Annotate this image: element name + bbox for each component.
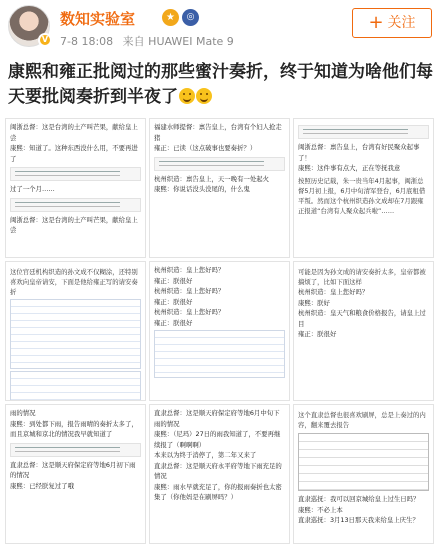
memorial-scan [10, 299, 141, 369]
scan-fragment [298, 125, 429, 139]
post-meta [60, 33, 240, 49]
memorial-scan [154, 330, 285, 378]
grid-image-8[interactable] [149, 404, 290, 544]
tile-line: 杭州织造：皇上您好吗？ [154, 266, 225, 274]
grid-image-5[interactable] [149, 261, 290, 401]
tile-line: 康熙：这件事有点大，正在等抚我意 [298, 164, 401, 172]
tile-line: 直隶总督：这是顺天府保定府等地6月中旬下雨的情况 [154, 409, 280, 428]
post-time: 7-8 18:08 [60, 35, 114, 48]
grin-emoji-icon [179, 88, 195, 104]
tile-line: 直隶巡抚：我可以回京城给皇上过生日吗？ [298, 495, 420, 503]
grin-emoji-icon [196, 88, 212, 104]
tile-line: 直隶总督：这是顺天府保定府等地6月初下雨的情况 [10, 460, 136, 479]
grid-image-9[interactable] [293, 404, 434, 544]
tile-line: 雨的情况 [10, 409, 36, 417]
post-header [0, 0, 440, 58]
tile-line: 杭州织造：皇上您好吗？ [154, 287, 225, 295]
fan-icon[interactable]: ◎ [182, 9, 199, 26]
scan-fragment [154, 157, 285, 171]
tile-line: 闽浙总督：这是台湾的土产叫芒果，献给皇上尝 [10, 215, 138, 234]
scan-fragment [10, 198, 141, 212]
tile-line: 杭州织造：皇上您好吗？ [298, 288, 369, 296]
tile-line: 康熙：（尼玛）27日的雨我知道了，不要再继续报了（啊啊啊） [154, 430, 281, 449]
tile-line: 杭州织造：皇天气和粮食价格报告，请皇上过目 [298, 309, 426, 328]
user-name[interactable]: 数知实验室 [60, 10, 136, 28]
tile-line: 福建水师提督：禀告皇上，台湾有个妇人抢走猪 [154, 123, 282, 142]
tile-caption: 按照历史记载，朱一贵当年4月起事，闽浙总督5月初上报，6月中旬清军登台，6月底租借平叛。然而这个杭州织造孙文成却在7月跟雍正报道“台湾有人聚众起兵啦”…… [298, 176, 426, 215]
tile-caption: 这位官廷机构织造的孙文成不仅糊涂，还特别喜欢向皇帝请安，下面是他给雍正写的请安奏折 [10, 268, 138, 296]
follow-button[interactable] [352, 8, 432, 38]
scan-fragment [10, 167, 141, 181]
grid-image-1[interactable] [5, 118, 146, 258]
tile-caption: 这个直隶总督也很喜欢刷屏，总是上奏过的内容，翻来覆去报告 [298, 411, 426, 429]
grid-image-4[interactable] [5, 261, 146, 401]
tile-line: 康熙：知道了。这种东西没什么用，不要再进了 [10, 144, 138, 163]
tile-line: 雍正：朕很好 [154, 318, 193, 327]
tile-line: 康熙：朕好 [298, 298, 330, 307]
tile-line: 康熙：到处都下雨，报告雨晴的奏折太多了，而且京城和京北的情况我早就知道了 [10, 419, 138, 438]
follow-label: 关注 [387, 15, 416, 31]
tile-line: 闽浙总督：禀告皇上，台湾有好民聚众起事了！ [298, 143, 420, 162]
tile-line: 康熙：已经朕复过了哦 [10, 481, 74, 490]
grid-image-7[interactable] [5, 404, 146, 544]
memorial-scan [10, 371, 141, 401]
tile-line: 康熙：不必上本 [298, 505, 343, 514]
tile-caption: 可能是因为孙文成的请安奏折太多，皇帝都被搞烦了，比如下面这样 [298, 268, 426, 286]
tile-line: 雍正：朕很好 [298, 330, 337, 338]
tile-line: 杭州织造：皇上您好吗？ [154, 308, 225, 316]
grid-image-6[interactable] [293, 261, 434, 401]
tile-line: 雍正：朕很好 [154, 297, 193, 306]
tile-line: 本来以为终于消停了，第二年又来了 [154, 451, 257, 459]
tile-line: 雍正：朕很好 [154, 276, 193, 285]
level-icon[interactable]: ★ [162, 9, 179, 26]
tile-line: 雍正：已读（这点破事也要奏折？） [154, 144, 257, 152]
plus-icon: + [368, 12, 384, 33]
tile-line: 直隶巡抚：3月13日那天我来给皇上庆生？ [298, 516, 419, 524]
grid-image-2[interactable] [149, 118, 290, 258]
grid-image-3[interactable] [293, 118, 434, 258]
tile-line: 过了一个月…… [10, 185, 55, 193]
image-grid [5, 118, 435, 545]
post-title [8, 60, 436, 110]
scan-fragment [10, 443, 141, 457]
tile-line: 杭州织造：禀告皇上，天一晚有一处起火 [154, 174, 270, 183]
post-source: 来自 HUAWEI Mate 9 [122, 35, 234, 48]
v-badge-icon: V [38, 33, 52, 47]
tile-line: 康熙：雨水早就充足了，你的报雨奏折也太密集了（你他妈是在刷屏吗？） [154, 482, 282, 501]
tile-line: 直隶总督：这是顺天府永平府等地下雨充足的情况 [154, 461, 282, 480]
record-table [298, 433, 429, 491]
post-title-text: 康熙和雍正批阅过的那些蜜汁奏折，终于知道为啥他们每天要批阅奏折到半夜了 [8, 62, 433, 107]
tile-line: 闽浙总督：这是台湾的土产叫芒果，献给皇上尝 [10, 123, 138, 142]
tile-line: 康熙：你说话没头没尾的，什么鬼 [154, 185, 250, 193]
